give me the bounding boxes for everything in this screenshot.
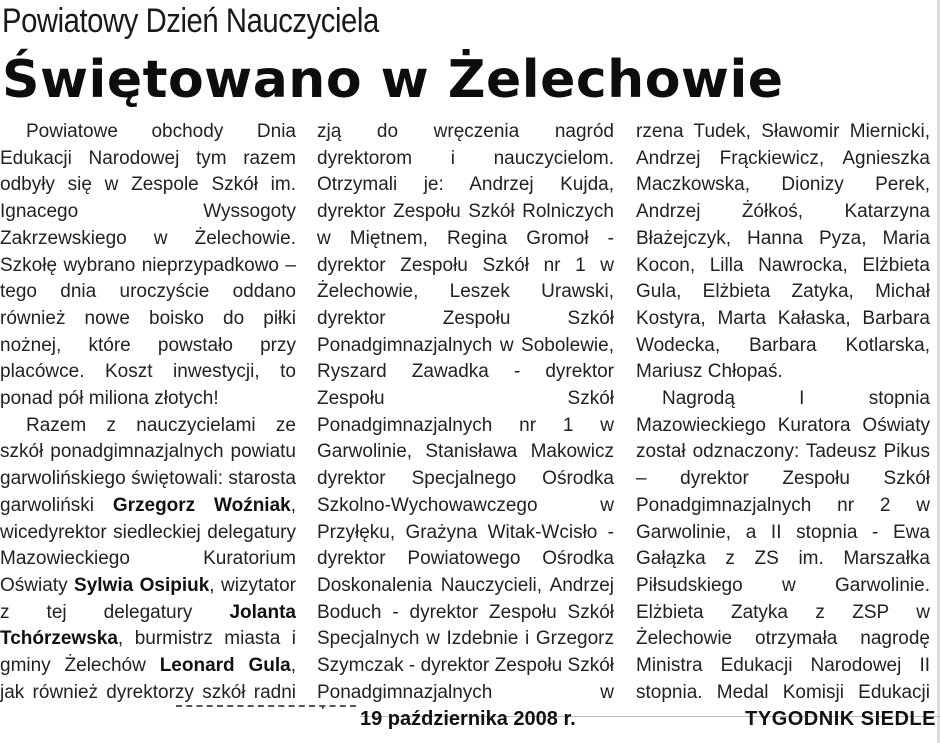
person-name: Grzegorz Woźniak [112,494,291,516]
text-run: , burmistrz miasta i gminy Żelechów [0,628,296,677]
paragraph [0,413,296,709]
text-run: , jak również dyrektorzy szkół radni [0,655,296,703]
text-run: Nagrodą I stopnia Mazowieckiego Kuratora Oświaty został odznaczony: Tadeusz Pikus – dyrektor Zespołu Szkół Ponadgimnazjalnych nr 2 w Garwolinie, a II stopnia - Ewa Gałązka z ZS im. Marszałka Piłsudskiego w Garwolinie. Elżbieta Zatyka z ZSP w Żelechowie otrzymała nagrodę Ministra Edukacji Narodowej II stopnia. Medal Komisji Edukacji [636,388,930,703]
dashed-divider [176,705,356,707]
text-run: Razem z nauczycielami ze szkół ponadgimnazjalnych powiatu garwolińskiego świętowali: starosta garwoliński [0,414,296,516]
footer-publication: TYGODNIK SIEDLE [745,708,936,730]
footer-date: 19 października 2008 r. [360,708,576,730]
paragraph [636,386,930,709]
paragraph: Powiatowe obchody Dnia Edukacji Narodowej tym razem odbyły się w Zespole Szkół im. Ignacego Wyssogoty Zakrzewskiego w Żelechowie. Szkołę wybrano nieprzypadkowo – tego dnia uroczyście oddano również nowe boisko do piłki nożnej, które powstało przy placówce. Koszt inwestycji, to ponad pół miliona złotych! [0,121,296,410]
person-name: Leonard Gula [159,655,291,677]
person-name: Jolanta Tchórzewska [0,601,296,650]
article-kicker: Powiatowy Dzień Nauczyciela [2,2,379,40]
person-name: Sylwia Osipiuk [74,574,210,596]
article-column-1 [0,119,296,709]
article-column-3 [636,119,930,709]
paragraph: zją do wręczenia nagród dyrektorom i nauczycielom. Otrzymali je: Andrzej Kujda, dyrektor Zespołu Szkół Rolniczych w Miętnem, Regina Gromoł - dyrektor Zespołu Szkół nr 1 w Żelechowie, Leszek Urawski, dyrektor Zespołu Szkół Ponadgimnazjalnych w Sobolewie, Ryszard Zawadka - dyrektor Zespołu Szkół Ponadgimnazjalnych nr 1 w Garwolinie, Stanisława Makowicz dyrektor Specjalnego Ośrodka Szkolno-Wychowawczego w Przyłęku, Grażyna Witak-Wcisło - dyrektor Powiatowego Ośrodka Doskonalenia Nauczycieli, Andrzej Boduch - dyrektor Zespołu Szkół Specjalnych w Izdebnie i Grzegorz Szymczak - dyrektor Zespołu Szkół Ponadgimnazjalnych w [317,121,614,703]
text-run: , wizytator z tej delegatury [0,574,296,623]
article-headline: Świętowano w Żelechowie [2,50,784,110]
article-column-2 [317,119,614,709]
text-run: , wicedyrektor siedleckiej delegatury Mazowieckiego Kuratorium Oświaty [0,494,296,596]
paragraph: rzena Tudek, Sławomir Miernicki, Andrzej Frąckiewicz, Agnieszka Maczkowska, Dionizy Perek, Andrzej Żółkoś, Katarzyna Błażejczyk, Hanna Pyza, Maria Kocon, Lilla Nawrocka, Elżbieta Gula, Elżbieta Zatyka, Michał Kostyra, Marta Kałaska, Barbara Wodecka, Barbara Kotlarska, Mariusz Chłopaś. [636,121,930,383]
